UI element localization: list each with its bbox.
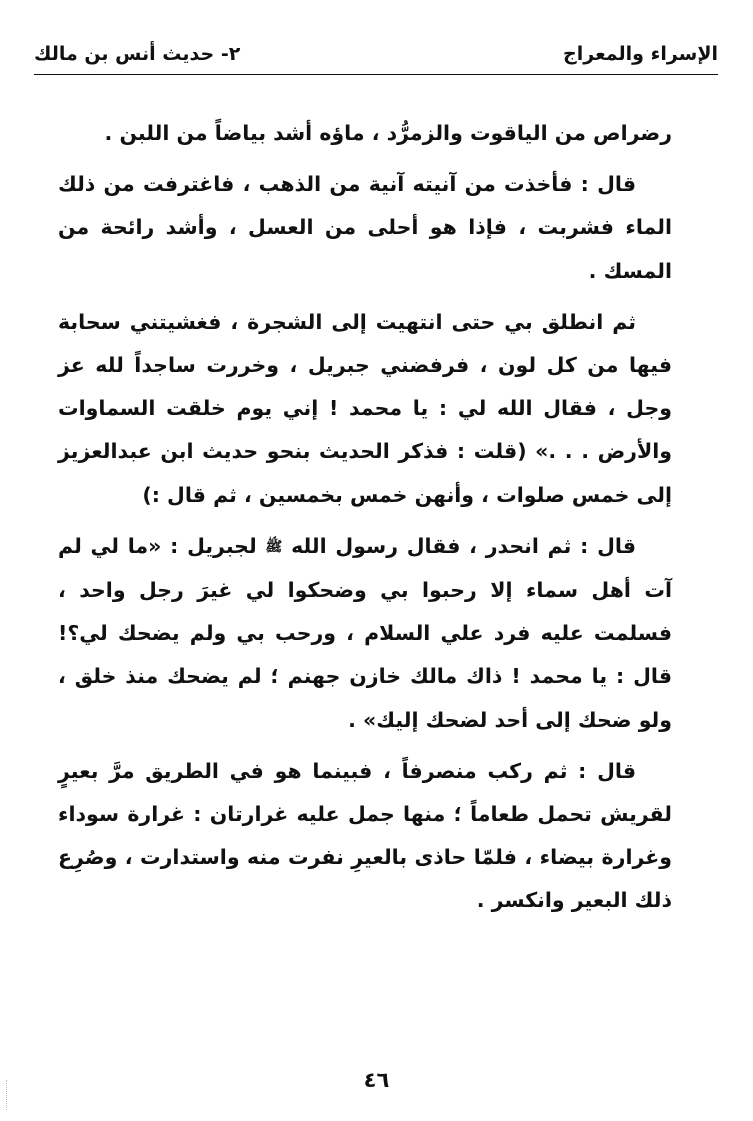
paragraph-5: قال : ثم ركب منصرفاً ، فبينما هو في الطريق مرَّ بعيرٍ لقريش تحمل طعاماً ؛ منها جمل عليه غرارتان : غرارة سوداء وغرارة بيضاء ، فلمّا حاذى بالعيرِ نفرت منه واستدارت ، وصُرِع ذلك البعير وانكسر . — [58, 758, 672, 913]
paragraph-4 — [58, 525, 672, 742]
paragraph-1: رضراص من الياقوت والزمرُّد ، ماؤه أشد بياضاً من اللبن . — [104, 121, 672, 145]
page-number: ٤٦ — [363, 1068, 390, 1092]
header-book-title: الإسراء والمعراج — [563, 43, 718, 65]
salutation-glyph: ﷺ — [265, 538, 283, 555]
running-header — [34, 30, 718, 70]
page-body — [58, 112, 672, 931]
paragraph-3: ثم انطلق بي حتى انتهيت إلى الشجرة ، فغشيتني سحابة فيها من كل لون ، فرفضني جبريل ، وخررت ساجداً لله عز وجل ، فقال الله لي : يا محمد ! إني يوم خلقت السماوات والأرض . . .» (قلت : فذكر الحديث بنحو حديث ابن عبدالعزيز إلى خمس صلوات ، وأنهن خمس بخمسين ، ثم قال :) — [58, 309, 672, 507]
paragraph-4-rest: لجبريل : «ما لي لم آت أهل سماء إلا رحبوا بي وضحكوا لي غيرَ رجل واحد ، فسلمت عليه فرد علي السلام ، ورحب بي ولم يضحك لي؟! قال : يا محمد ! ذاك مالك خازن جهنم ؛ لم يضحك منذ خلق ، ولو ضحك إلى أحد لضحك إليك» . — [58, 533, 672, 732]
header-rule — [34, 74, 718, 75]
scan-edge-mark — [6, 1080, 8, 1110]
paragraph-4-start: قال : ثم انحدر ، فقال رسول الله — [291, 533, 636, 558]
paragraph-2: قال : فأخذت من آنيته آنية من الذهب ، فاغترفت من ذلك الماء فشربت ، فإذا هو أحلى من العسل ، وأشد رائحة من المسك . — [58, 172, 672, 283]
header-chapter-title: ٢- حديث أنس بن مالك — [34, 43, 241, 65]
